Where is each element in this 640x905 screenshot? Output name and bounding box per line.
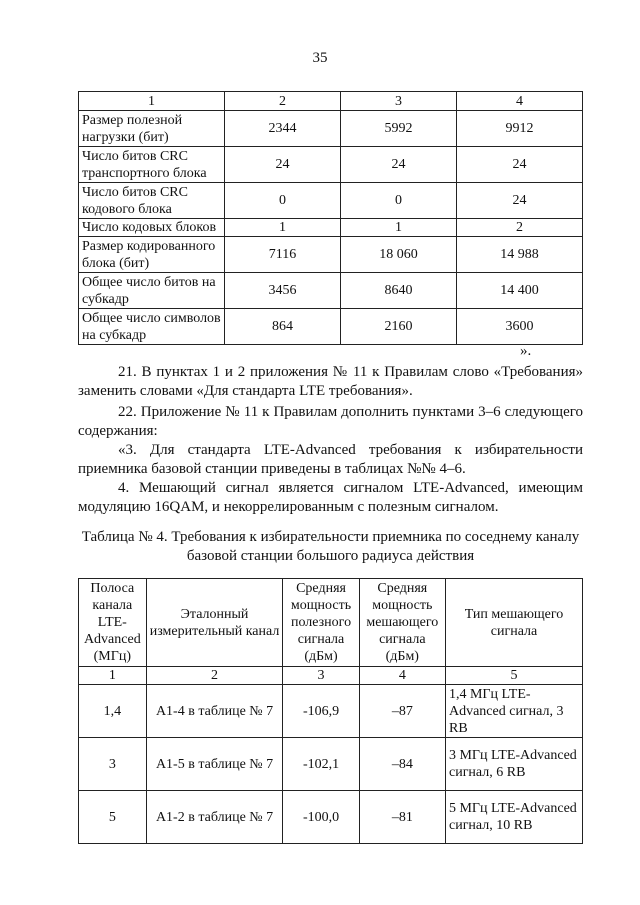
paragraph-item-3: «3. Для стандарта LTE-Advanced требования к избирательности приемника базовой станции приведены в таблицах №№ 4–6. [78,442,583,477]
table-row [79,237,583,273]
column-number: 4 [359,667,445,685]
column-header: 2 [225,92,341,111]
table-cell: 2 [457,219,583,237]
closing-quote: ». [520,343,532,359]
wanted-power-cell: -102,1 [283,738,359,791]
wanted-power-cell: -100,0 [283,791,359,844]
table-cell: 24 [457,183,583,219]
table-cell: 24 [225,147,341,183]
row-label: Число кодовых блоков [79,219,225,237]
table-cell: 2160 [341,309,457,345]
table-row [79,147,583,183]
table-cell: 18 060 [341,237,457,273]
interferer-type-cell: 1,4 МГц LTE-Advanced сигнал, 3 RB [445,685,582,738]
paragraph-item-4: 4. Мешающий сигнал является сигналом LTE-Advanced, имеющим модуляцию 16QAM, и некоррелированным с полезным сигналом. [78,480,583,515]
row-label: Размер полезной нагрузки (бит) [79,111,225,147]
column-header: 1 [79,92,225,111]
table-cell: 14 988 [457,237,583,273]
table-row [79,791,583,844]
column-number: 1 [79,667,147,685]
column-header: Полоса канала LTE-Advanced (МГц) [79,579,147,667]
table-cell: 24 [457,147,583,183]
column-number: 2 [146,667,283,685]
interfering-power-cell: –87 [359,685,445,738]
table-cell: 1 [341,219,457,237]
page-number: 35 [312,50,328,66]
table-cell: 24 [341,147,457,183]
table-cell: 9912 [457,111,583,147]
band-cell: 5 [79,791,147,844]
row-label: Общее число битов на субкадр [79,273,225,309]
table-cell: 14 400 [457,273,583,309]
paragraph-22: 22. Приложение № 11 к Правилам дополнить пунктами 3–6 следующего содержания: [78,404,583,439]
interferer-type-cell: 5 МГц LTE-Advanced сигнал, 10 RB [445,791,582,844]
table-cell: 3456 [225,273,341,309]
interfering-power-cell: –81 [359,791,445,844]
row-label: Общее число символов на субкадр [79,309,225,345]
table-row [79,685,583,738]
table-cell: 7116 [225,237,341,273]
interfering-power-cell: –84 [359,738,445,791]
table-cell: 8640 [341,273,457,309]
column-header: Эталонный измерительный канал [146,579,283,667]
column-number: 5 [445,667,582,685]
table-row [79,183,583,219]
table-row [79,273,583,309]
table-row [79,111,583,147]
column-header: Средняя мощность мешающего сигнала (дБм) [359,579,445,667]
table-cell: 1 [225,219,341,237]
table-cell: 2344 [225,111,341,147]
band-cell: 1,4 [79,685,147,738]
table-cell: 3600 [457,309,583,345]
paragraph-21: 21. В пунктах 1 и 2 приложения № 11 к Правилам слово «Требования» заменить словами «Для стандарта LTE требования». [78,364,583,399]
row-label: Число битов CRC кодового блока [79,183,225,219]
column-header: Тип мешающего сигнала [445,579,582,667]
row-label: Число битов CRC транспортного блока [79,147,225,183]
channel-cell: A1-5 в таблице № 7 [146,738,283,791]
band-cell: 3 [79,738,147,791]
channel-cell: A1-2 в таблице № 7 [146,791,283,844]
wanted-power-cell: -106,9 [283,685,359,738]
column-header: 3 [341,92,457,111]
column-number-row [79,667,583,685]
selectivity-table [78,578,583,844]
table-cell: 0 [341,183,457,219]
table-row [79,309,583,345]
table-cell: 5992 [341,111,457,147]
table-row [79,738,583,791]
column-number: 3 [283,667,359,685]
table-caption: Таблица № 4. Требования к избирательности приемника по соседнему каналу базовой станции большого радиуса действия [81,529,580,564]
row-label: Размер кодированного блока (бит) [79,237,225,273]
table-row [79,219,583,237]
table-header-row [79,579,583,667]
channel-cell: A1-4 в таблице № 7 [146,685,283,738]
column-header: 4 [457,92,583,111]
transport-block-table [78,91,583,345]
table-header-row [79,92,583,111]
interferer-type-cell: 3 МГц LTE-Advanced сигнал, 6 RB [445,738,582,791]
column-header: Средняя мощность полезного сигнала (дБм) [283,579,359,667]
table-cell: 864 [225,309,341,345]
table-cell: 0 [225,183,341,219]
